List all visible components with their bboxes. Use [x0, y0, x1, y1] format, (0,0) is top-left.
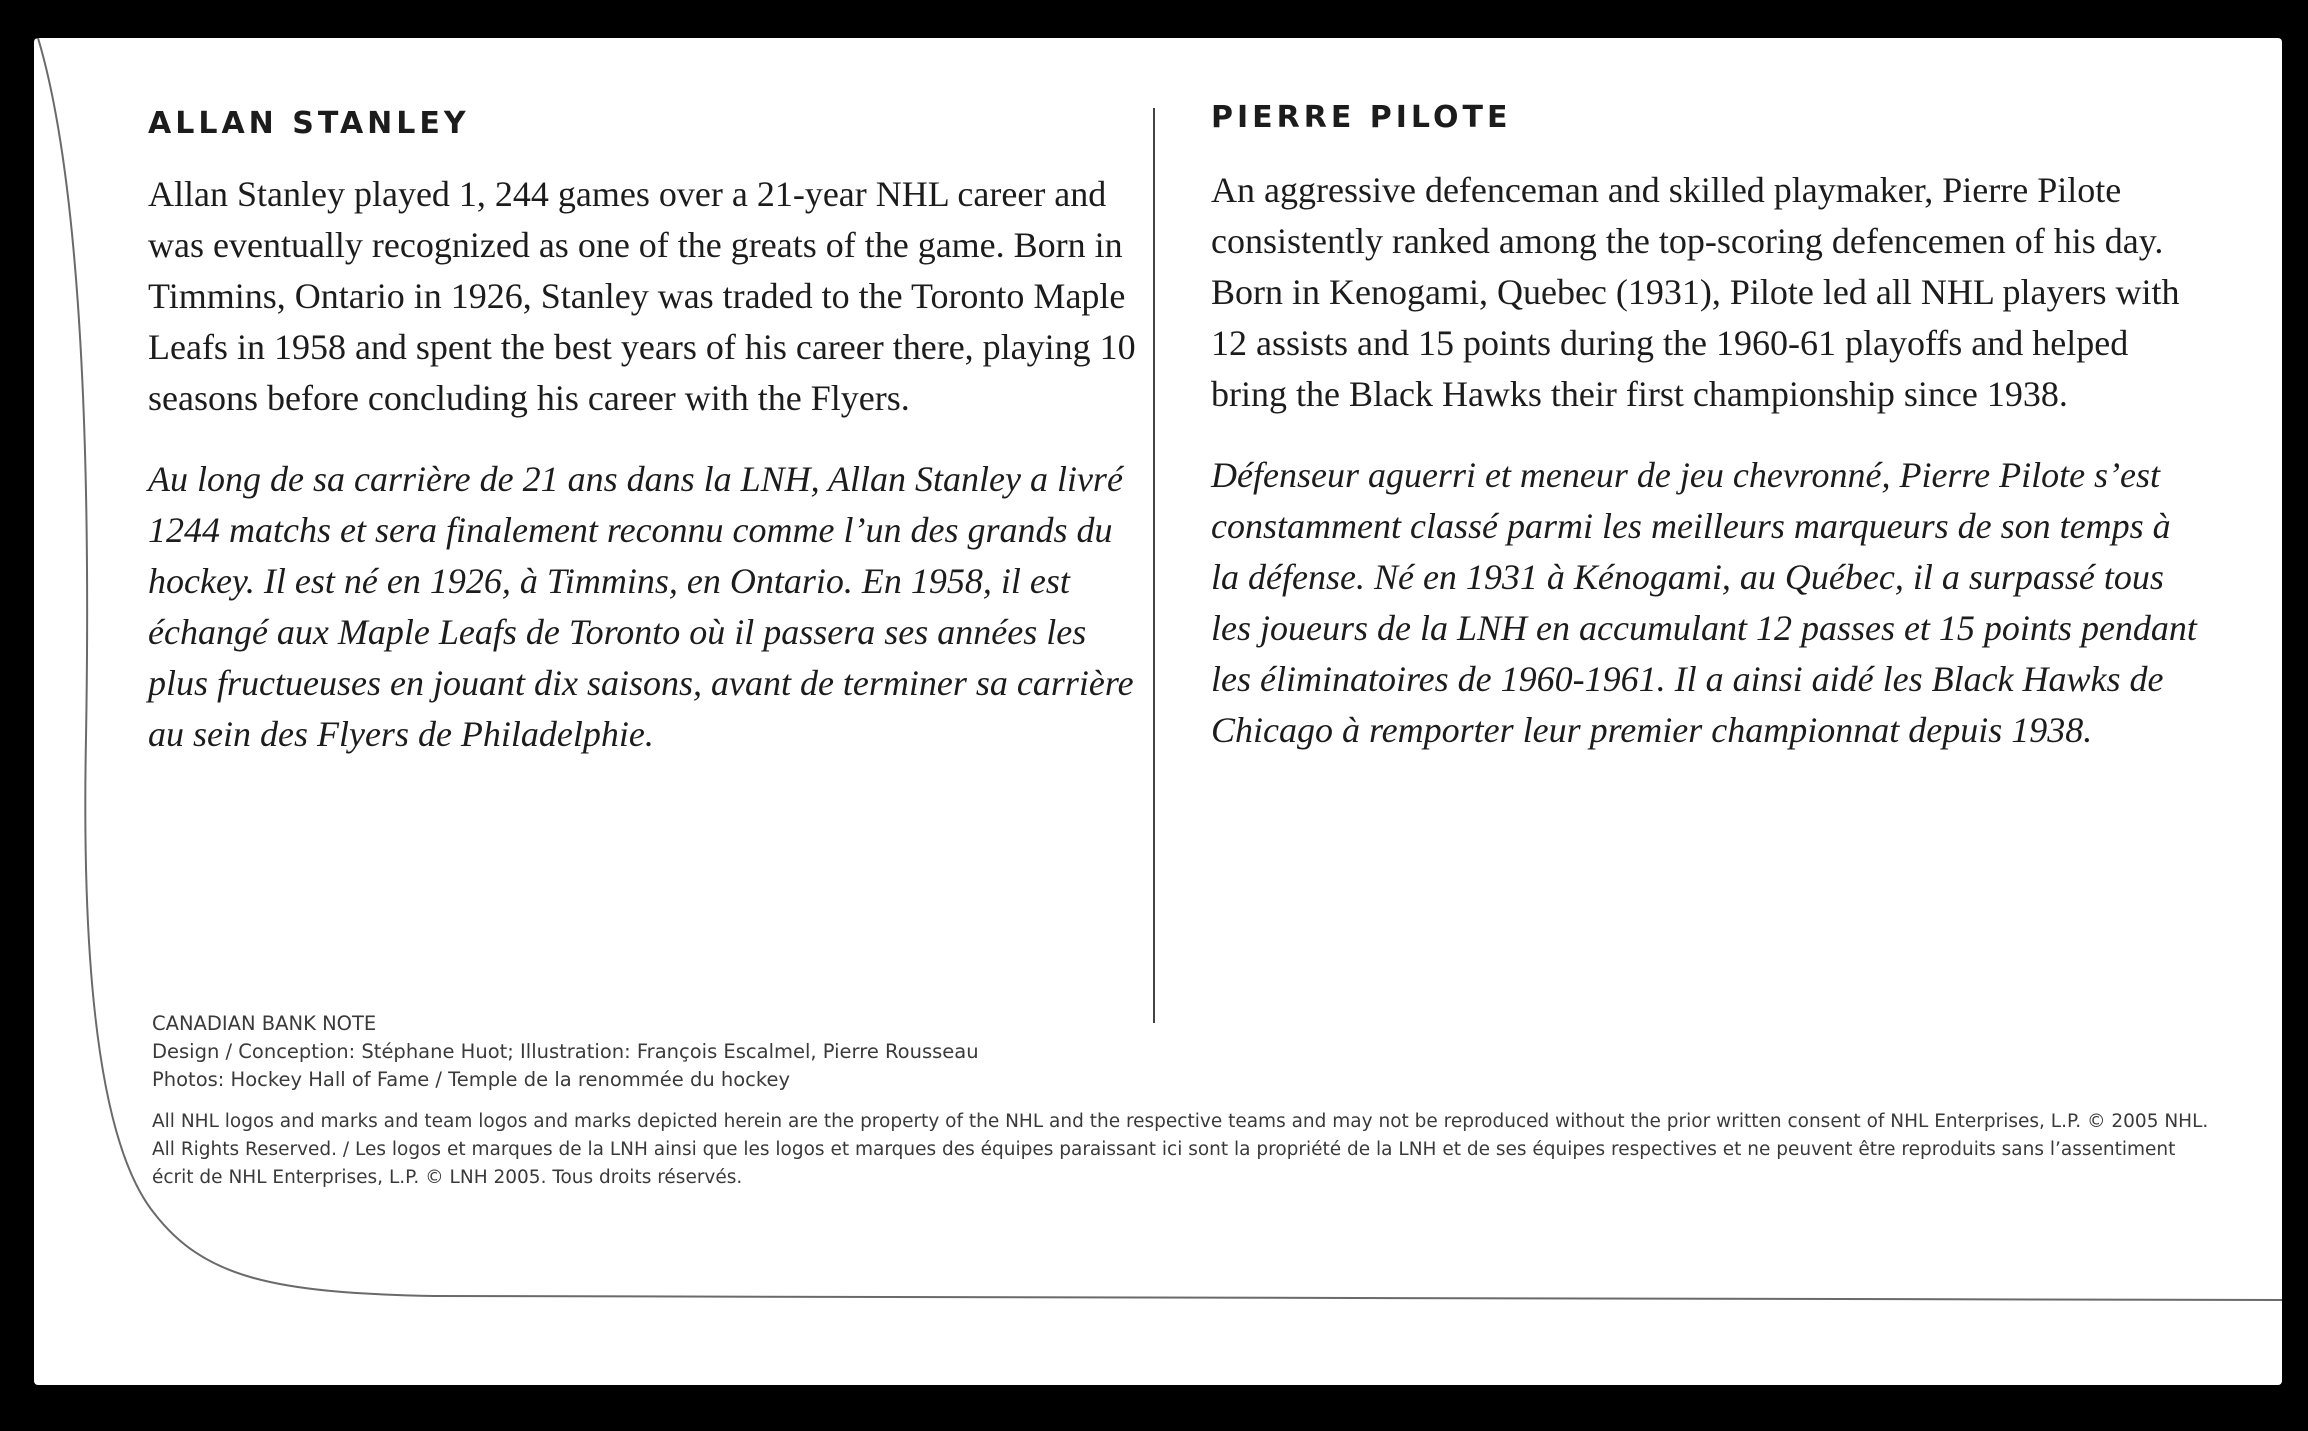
right-column — [1211, 100, 2201, 756]
right-french-text: Défenseur aguerri et meneur de jeu chevronné, Pierre Pilote s’est constamment classé parmi les meilleurs marqueurs de son temps à la défense. Né en 1931 à Kénogami, au Québec, il a surpassé tous les joueurs de la LNH en accumulant 12 passes et 15 points pendant les éliminatoires de 1960-1961. Il a ainsi aidé les Black Hawks de Chicago à remporter leur premier championnat depuis 1938. — [1211, 455, 2197, 750]
right-english-text: An aggressive defenceman and skilled playmaker, Pierre Pilote consistently ranked among the top-scoring defencemen of his day. Born in Kenogami, Quebec (1931), Pilote led all NHL players with 12 assists and 15 points during the 1960-61 playoffs and helped bring the Black Hawks their first championship since 1938. — [1211, 170, 2180, 414]
column-divider — [1153, 108, 1155, 1023]
left-french-text: Au long de sa carrière de 21 ans dans la LNH, Allan Stanley a livré 1244 matchs et sera finalement reconnu comme l’un des grands du hockey. Il est né en 1926, à Timmins, en Ontario. En 1958, il est échangé aux Maple Leafs de Toronto où il passera ses années les plus fructueuses en jouant dix saisons, avant de terminer sa carrière au sein des Flyers de Philadelphie. — [148, 459, 1134, 754]
legal-notice: All NHL logos and marks and team logos and marks depicted herein are the property of the NHL and the respective teams and may not be reproduced without the prior written consent of NHL Enterprises, L.P. © 2005 NHL. All Rights Reserved. / Les logos et marques de la LNH ainsi que les logos et marques des équipes paraissant ici sont la propriété de la LNH et de ses équipes respectives et ne peuvent être reproduits sans l’assentiment écrit de NHL Enterprises, L.P. © LNH 2005. Tous droits réservés. — [152, 1111, 2209, 1188]
left-column — [148, 106, 1138, 760]
design-credit: Design / Conception: Stéphane Huot; Illustration: François Escalmel, Pierre Rousseau — [152, 1040, 979, 1063]
left-heading: ALLAN STANLEY — [148, 106, 470, 141]
right-heading: PIERRE PILOTE — [1211, 100, 1512, 135]
envelope-back — [34, 38, 2282, 1385]
photo-credit: Photos: Hockey Hall of Fame / Temple de la renommée du hockey — [152, 1068, 791, 1091]
printer-credit: CANADIAN BANK NOTE — [152, 1012, 377, 1035]
left-english-text: Allan Stanley played 1, 244 games over a 21-year NHL career and was eventually recognized as one of the greats of the game. Born in Timmins, Ontario in 1926, Stanley was traded to the Toronto Maple Leafs in 1958 and spent the best years of his career there, playing 10 seasons before concluding his career with the Flyers. — [148, 174, 1136, 418]
credits-block — [152, 1010, 979, 1094]
